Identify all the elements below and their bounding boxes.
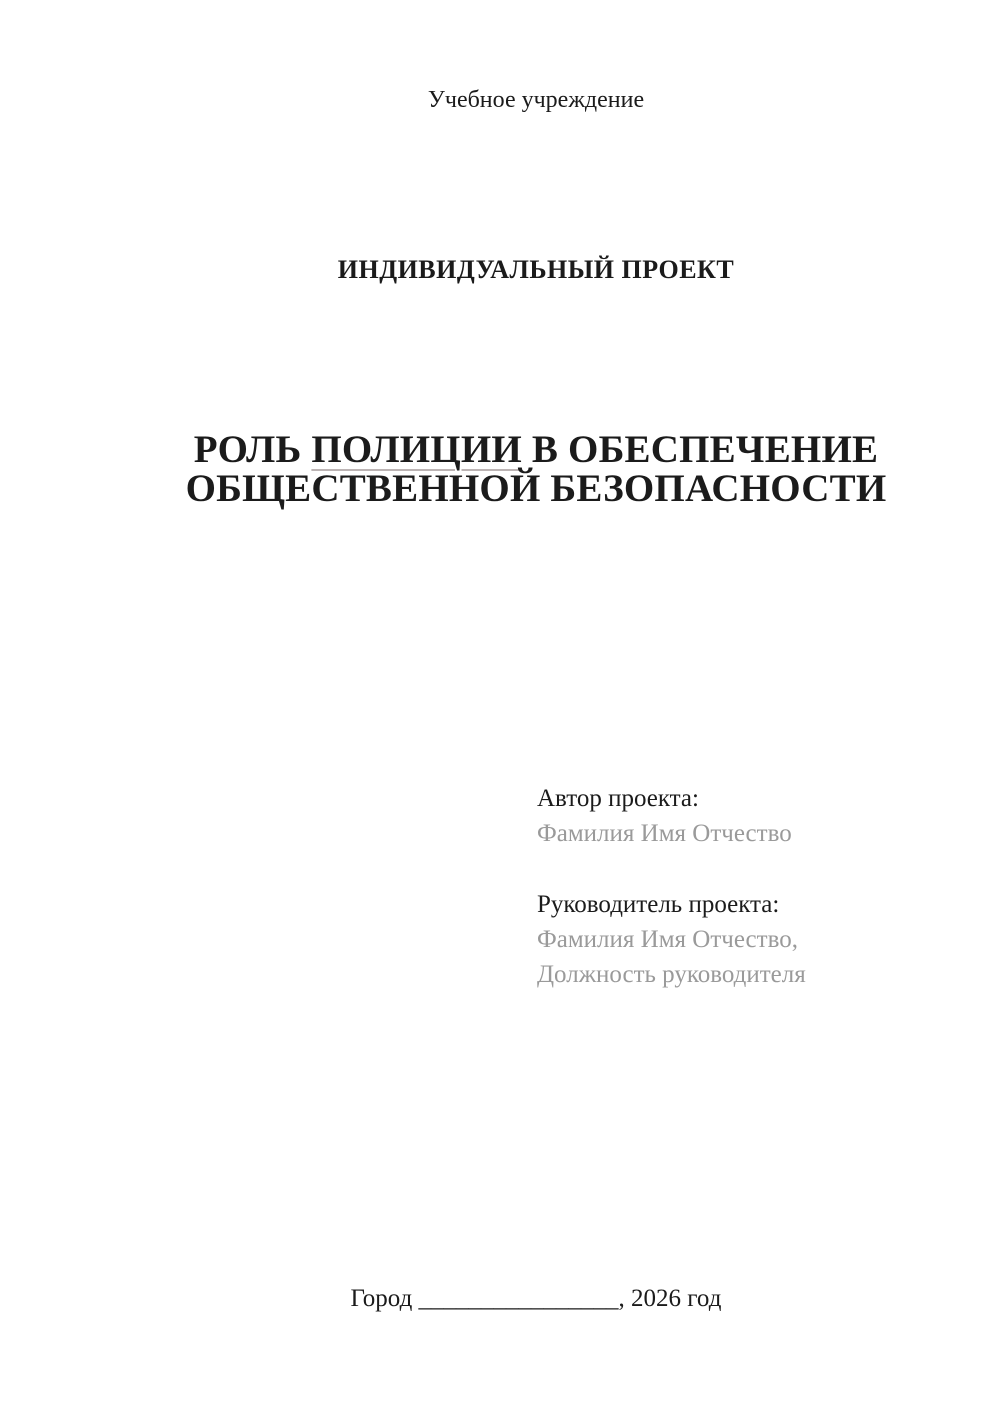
project-title (143, 430, 929, 508)
project-type-heading: ИНДИВИДУАЛЬНЫЙ ПРОЕКТ (337, 255, 735, 284)
author-label: Автор проекта: (537, 785, 699, 812)
author-section (537, 781, 792, 851)
supervisor-label: Руководитель проекта: (537, 891, 780, 918)
project-title-underlined-word: ПОЛИЦИИ (311, 428, 522, 471)
author-name-placeholder: Фамилия Имя Отчество (537, 820, 792, 847)
city-year-line: Город ________________, 2026 год (350, 1285, 722, 1312)
project-title-part2: В ОБЕСПЕЧЕНИЕ ОБЩЕСТВЕННОЙ БЕЗОПАСНОСТИ (185, 428, 887, 510)
supervisor-name-placeholder: Фамилия Имя Отчество, (537, 926, 798, 953)
institution-line: Учебное учреждение (427, 87, 645, 113)
supervisor-position-placeholder: Должность руководителя (537, 961, 806, 988)
supervisor-section (537, 887, 806, 992)
project-title-part1: РОЛЬ (193, 428, 312, 471)
